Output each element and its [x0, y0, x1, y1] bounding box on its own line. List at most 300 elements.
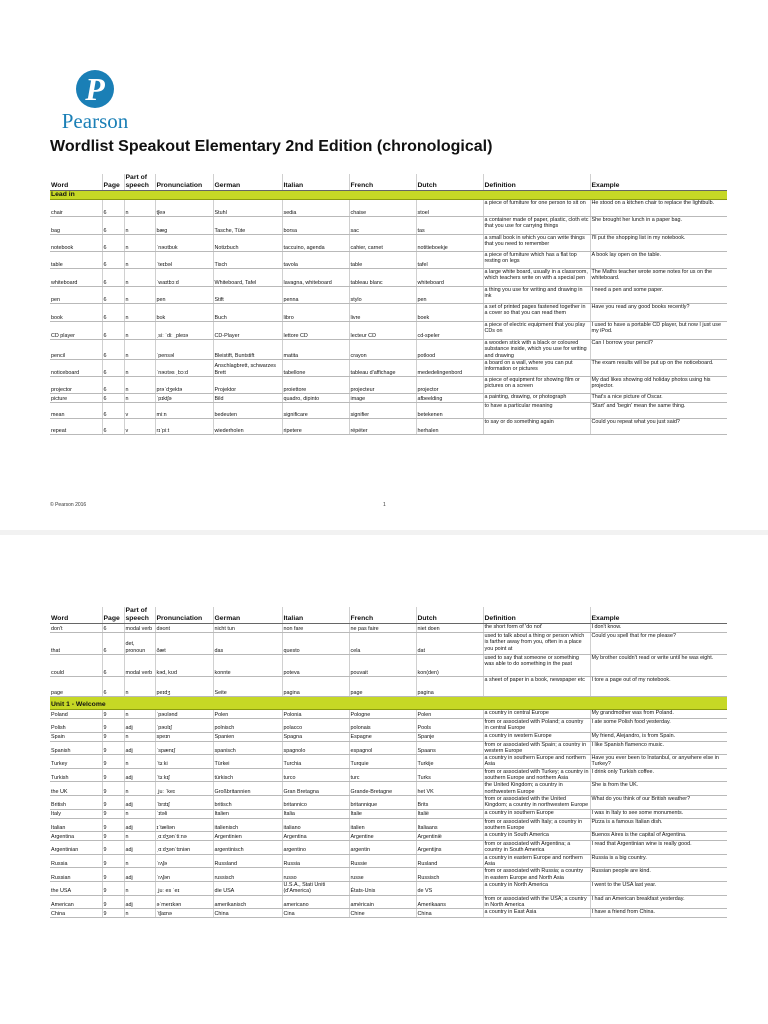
cell-definition: a container made of paper, plastic, cloth etc that you use for carrying things: [483, 217, 590, 235]
cell-part-of-speech: n: [124, 854, 155, 868]
cell-word: the UK: [50, 782, 102, 796]
cell-italian: significare: [282, 402, 349, 418]
cell-word: the USA: [50, 881, 102, 895]
cell-pronunciation: ˈpensəl: [155, 340, 213, 360]
cell-german: Italien: [213, 809, 282, 818]
footer-copyright: © Pearson 2016: [50, 502, 87, 508]
cell-page: 9: [102, 881, 124, 895]
table-row: [50, 624, 727, 633]
cell-page: 6: [102, 235, 124, 252]
cell-definition: from or associated with Argentina; a country in South America: [483, 841, 590, 855]
cell-italian: russo: [282, 868, 349, 882]
cell-example: Could you repeat what you just said?: [590, 418, 727, 434]
cell-example: I was in Italy to see some monuments.: [590, 809, 727, 818]
cell-word: whiteboard: [50, 269, 102, 287]
cell-page: 9: [102, 741, 124, 755]
cell-example: I need a pen and some paper.: [590, 287, 727, 304]
cell-word: Poland: [50, 710, 102, 719]
cell-french: Argentine: [349, 832, 416, 841]
cell-dutch: mededelingenbord: [416, 359, 483, 376]
cell-german: italienisch: [213, 818, 282, 832]
cell-pronunciation: bʊk: [155, 304, 213, 322]
cell-german: Spanien: [213, 732, 282, 741]
column-header-pronunciation: Pronunciation: [155, 174, 213, 191]
cell-word: chair: [50, 200, 102, 217]
section-title: Lead in: [50, 191, 727, 200]
cell-italian: italiano: [282, 818, 349, 832]
cell-example: My brother couldn't read or write until he was eight.: [590, 655, 727, 677]
cell-german: die USA: [213, 881, 282, 895]
section-title: Unit 1 - Welcome: [50, 697, 727, 710]
cell-word: projector: [50, 376, 102, 393]
cell-german: China: [213, 909, 282, 918]
cell-page: 9: [102, 832, 124, 841]
cell-pronunciation: ˈɪtəli: [155, 809, 213, 818]
cell-word: mean: [50, 402, 102, 418]
column-header-pronunciation: Pronunciation: [155, 607, 213, 624]
cell-dutch: projector: [416, 376, 483, 393]
table-row: [50, 809, 727, 818]
cell-part-of-speech: n: [124, 200, 155, 217]
cell-italian: ripetere: [282, 418, 349, 434]
cell-definition: the short form of 'do not': [483, 624, 590, 633]
cell-pronunciation: ˈspænɪʃ: [155, 741, 213, 755]
cell-italian: quadro, dipinto: [282, 393, 349, 402]
cell-dutch: Polen: [416, 710, 483, 719]
cell-part-of-speech: n: [124, 235, 155, 252]
cell-page: 6: [102, 418, 124, 434]
cell-pronunciation: peɪdʒ: [155, 677, 213, 697]
cell-example: She is from the UK.: [590, 782, 727, 796]
cell-french: argentin: [349, 841, 416, 855]
cell-word: could: [50, 655, 102, 677]
cell-part-of-speech: n: [124, 322, 155, 340]
cell-dutch: Rusland: [416, 854, 483, 868]
cell-example: 'Start' and 'begin' mean the same thing.: [590, 402, 727, 418]
column-header-italian: Italian: [282, 607, 349, 624]
column-header-definition: Definition: [483, 607, 590, 624]
cell-french: signifier: [349, 402, 416, 418]
cell-pronunciation: ˈpəʊlɪʃ: [155, 719, 213, 733]
cell-pronunciation: əˈmerɪkən: [155, 895, 213, 909]
cell-italian: spagnolo: [282, 741, 349, 755]
cell-part-of-speech: n: [124, 909, 155, 918]
cell-german: britisch: [213, 795, 282, 809]
cell-part-of-speech: n: [124, 217, 155, 235]
cell-word: notebook: [50, 235, 102, 252]
cell-word: that: [50, 633, 102, 655]
cell-definition: a wooden stick with a black or coloured substance inside, which you use for writing and drawing: [483, 340, 590, 360]
cell-part-of-speech: n: [124, 269, 155, 287]
cell-part-of-speech: n: [124, 755, 155, 769]
cell-dutch: Argentijns: [416, 841, 483, 855]
cell-page: 6: [102, 287, 124, 304]
cell-definition: from or associated with Russia; a country in eastern Europe and North Asia: [483, 868, 590, 882]
cell-french: ne pas faire: [349, 624, 416, 633]
cell-french: pouvait: [349, 655, 416, 677]
cell-italian: libro: [282, 304, 349, 322]
cell-word: bag: [50, 217, 102, 235]
cell-pronunciation: speɪn: [155, 732, 213, 741]
cell-french: Pologne: [349, 710, 416, 719]
cell-french: répéter: [349, 418, 416, 434]
cell-definition: a country in central Europe: [483, 710, 590, 719]
cell-french: cela: [349, 633, 416, 655]
cell-dutch: Argentinië: [416, 832, 483, 841]
cell-german: Bleistift, Buntstift: [213, 340, 282, 360]
cell-definition: a piece of equipment for showing film or pictures on a screen: [483, 376, 590, 393]
table-row: [50, 768, 727, 782]
table-row: [50, 235, 727, 252]
cell-word: Argentina: [50, 832, 102, 841]
cell-part-of-speech: n: [124, 782, 155, 796]
cell-dutch: stoel: [416, 200, 483, 217]
cell-word: Russia: [50, 854, 102, 868]
cell-part-of-speech: n: [124, 710, 155, 719]
cell-page: 9: [102, 710, 124, 719]
cell-dutch: tafel: [416, 252, 483, 269]
cell-page: 9: [102, 895, 124, 909]
cell-german: Projektor: [213, 376, 282, 393]
cell-word: Spain: [50, 732, 102, 741]
column-header-italian: Italian: [282, 174, 349, 191]
cell-italian: taccuino, agenda: [282, 235, 349, 252]
cell-word: Turkey: [50, 755, 102, 769]
column-header-example: Example: [590, 607, 727, 624]
cell-part-of-speech: n: [124, 252, 155, 269]
table-row: [50, 677, 727, 697]
cell-word: China: [50, 909, 102, 918]
column-header-dutch: Dutch: [416, 607, 483, 624]
cell-example: I don't know.: [590, 624, 727, 633]
cell-pronunciation: rɪˈpiːt: [155, 418, 213, 434]
cell-part-of-speech: n: [124, 881, 155, 895]
cell-german: Argentinien: [213, 832, 282, 841]
cell-page: 6: [102, 322, 124, 340]
cell-part-of-speech: adj: [124, 768, 155, 782]
cell-definition: a set of printed pages fastened together in a cover so that you can read them: [483, 304, 590, 322]
column-header-german: German: [213, 174, 282, 191]
cell-word: American: [50, 895, 102, 909]
cell-dutch: pen: [416, 287, 483, 304]
column-header-dutch: Dutch: [416, 174, 483, 191]
cell-part-of-speech: adj: [124, 741, 155, 755]
column-header-page: Page: [102, 174, 124, 191]
table-row: [50, 418, 727, 434]
cell-example: The Maths teacher wrote some notes for us on the whiteboard.: [590, 269, 727, 287]
cell-part-of-speech: v: [124, 402, 155, 418]
cell-part-of-speech: n: [124, 376, 155, 393]
cell-definition: a thing you use for writing and drawing in ink: [483, 287, 590, 304]
table-row: [50, 359, 727, 376]
cell-page: 9: [102, 909, 124, 918]
table-row: [50, 322, 727, 340]
cell-page: 9: [102, 818, 124, 832]
cell-pronunciation: ˈbrɪtɪʃ: [155, 795, 213, 809]
cell-german: Notizbuch: [213, 235, 282, 252]
table-row: [50, 340, 727, 360]
cell-definition: a piece of furniture for one person to sit on: [483, 200, 590, 217]
cell-dutch: cd-speler: [416, 322, 483, 340]
cell-dutch: Amerikaans: [416, 895, 483, 909]
table-row: [50, 633, 727, 655]
cell-dutch: tas: [416, 217, 483, 235]
cell-example: Have you ever been to Instanbul, or anywhere else in Turkey?: [590, 755, 727, 769]
cell-pronunciation: kəd, kʊd: [155, 655, 213, 677]
cell-part-of-speech: v: [124, 418, 155, 434]
cell-page: 6: [102, 304, 124, 322]
cell-german: Türkei: [213, 755, 282, 769]
cell-italian: argentino: [282, 841, 349, 855]
cell-definition: a country in western Europe: [483, 732, 590, 741]
cell-example: Can I borrow your pencil?: [590, 340, 727, 360]
cell-german: Bild: [213, 393, 282, 402]
cell-word: Spanish: [50, 741, 102, 755]
cell-dutch: dat: [416, 633, 483, 655]
table-row: [50, 909, 727, 918]
cell-dutch: Spaans: [416, 741, 483, 755]
cell-italian: tavola: [282, 252, 349, 269]
cell-italian: Argentina: [282, 832, 349, 841]
cell-pronunciation: ˈpəʊlənd: [155, 710, 213, 719]
cell-german: nicht tun: [213, 624, 282, 633]
cell-definition: a country in South America: [483, 832, 590, 841]
cell-pronunciation: ˈrʌʃə: [155, 854, 213, 868]
table-row: [50, 200, 727, 217]
cell-example: He stood on a kitchen chair to replace the lightbulb.: [590, 200, 727, 217]
cell-part-of-speech: adj: [124, 841, 155, 855]
cell-page: 9: [102, 782, 124, 796]
cell-dutch: kon(den): [416, 655, 483, 677]
cell-page: 9: [102, 809, 124, 818]
cell-pronunciation: ˈrʌʃən: [155, 868, 213, 882]
cell-definition: from or associated with Italy; a country in southern Europe: [483, 818, 590, 832]
cell-french: projecteur: [349, 376, 416, 393]
cell-pronunciation: ˈnəʊtəs ˌbɔːd: [155, 359, 213, 376]
cell-part-of-speech: n: [124, 304, 155, 322]
cell-pronunciation: ˈpɪktʃə: [155, 393, 213, 402]
cell-definition: a small book in which you can write things that you need to remember: [483, 235, 590, 252]
cell-pronunciation: miːn: [155, 402, 213, 418]
cell-italian: americano: [282, 895, 349, 909]
cell-example: Russian people are kind.: [590, 868, 727, 882]
cell-italian: penna: [282, 287, 349, 304]
cell-page: 9: [102, 768, 124, 782]
section-row: [50, 697, 727, 710]
table-row: [50, 393, 727, 402]
cell-example: I like Spanish flamenco music.: [590, 741, 727, 755]
cell-french: chaise: [349, 200, 416, 217]
column-header-french: French: [349, 607, 416, 624]
cell-pronunciation: ˈtɜːki: [155, 755, 213, 769]
cell-page: 9: [102, 755, 124, 769]
cell-italian: Polonia: [282, 710, 349, 719]
cell-french: polonais: [349, 719, 416, 733]
cell-dutch: China: [416, 909, 483, 918]
cell-word: CD player: [50, 322, 102, 340]
cell-dutch: Brits: [416, 795, 483, 809]
cell-definition: a country in East Asia: [483, 909, 590, 918]
cell-french: tableau d'affichage: [349, 359, 416, 376]
cell-german: Whiteboard, Tafel: [213, 269, 282, 287]
cell-example: My friend, Alejandro, is from Spain.: [590, 732, 727, 741]
cell-example: I went to the USA last year.: [590, 881, 727, 895]
cell-dutch: pagina: [416, 677, 483, 697]
cell-german: Stift: [213, 287, 282, 304]
cell-definition: a country in southern Europe: [483, 809, 590, 818]
cell-page: 6: [102, 393, 124, 402]
table-row: [50, 732, 727, 741]
cell-dutch: notitieboekje: [416, 235, 483, 252]
cell-definition: a country in North America: [483, 881, 590, 895]
cell-italian: polacco: [282, 719, 349, 733]
cell-example: I'll put the shopping list in my notebook.: [590, 235, 727, 252]
column-header-part-of-speech: Part of speech: [124, 174, 155, 191]
cell-dutch: Russisch: [416, 868, 483, 882]
cell-dutch: Italiaans: [416, 818, 483, 832]
cell-german: konnte: [213, 655, 282, 677]
cell-dutch: Italië: [416, 809, 483, 818]
cell-pronunciation: ˌjuː es ˈeɪ: [155, 881, 213, 895]
table-row: [50, 818, 727, 832]
cell-italian: poteva: [282, 655, 349, 677]
cell-dutch: potlood: [416, 340, 483, 360]
cell-pronunciation: ˌjuː ˈkeɪ: [155, 782, 213, 796]
cell-pronunciation: tʃeə: [155, 200, 213, 217]
cell-word: pencil: [50, 340, 102, 360]
cell-part-of-speech: adj: [124, 818, 155, 832]
cell-definition: from or associated with the United Kingdom; a country in northwestern Europe: [484, 795, 589, 809]
cell-italian: borsa: [282, 217, 349, 235]
cell-part-of-speech: n: [124, 287, 155, 304]
table-row: [50, 252, 727, 269]
document-title: Wordlist Speakout Elementary 2nd Edition (chronological): [50, 138, 493, 155]
cell-example: I read that Argentinian wine is really good.: [590, 841, 727, 855]
cell-pronunciation: ɪˈtæliən: [155, 818, 213, 832]
cell-dutch: Pools: [416, 719, 483, 733]
cell-dutch: het VK: [416, 782, 483, 796]
wordlist-table-page-1: [50, 174, 727, 435]
cell-page: 9: [102, 795, 124, 809]
cell-part-of-speech: n: [124, 340, 155, 360]
cell-italian: Gran Bretagna: [282, 782, 349, 796]
cell-italian: U.S.A., Stati Uniti (d'America): [282, 881, 349, 895]
cell-italian: matita: [282, 340, 349, 360]
cell-german: spanisch: [213, 741, 282, 755]
pearson-logo: [50, 70, 140, 134]
cell-italian: non fare: [282, 624, 349, 633]
cell-italian: Russia: [282, 854, 349, 868]
cell-page: 6: [102, 633, 124, 655]
cell-german: polnisch: [213, 719, 282, 733]
cell-part-of-speech: n: [124, 359, 155, 376]
cell-french: États-Unis: [349, 881, 416, 895]
cell-definition: from or associated with Spain; a country in western Europe: [483, 741, 590, 755]
cell-french: Espagne: [349, 732, 416, 741]
cell-french: tableau blanc: [349, 269, 416, 287]
table-row: [50, 832, 727, 841]
cell-italian: lettore CD: [282, 322, 349, 340]
cell-pronunciation: ˈteɪbəl: [155, 252, 213, 269]
cell-french: table: [349, 252, 416, 269]
cell-french: stylo: [349, 287, 416, 304]
table-row: [50, 269, 727, 287]
cell-page: 6: [102, 624, 124, 633]
cell-part-of-speech: det, pronoun: [124, 633, 155, 655]
cell-page: 9: [102, 719, 124, 733]
cell-dutch: betekenen: [416, 402, 483, 418]
cell-example: I tore a page out of my notebook.: [590, 677, 727, 697]
cell-example: Have you read any good books recently?: [590, 304, 727, 322]
cell-italian: Cina: [282, 909, 349, 918]
cell-word: pen: [50, 287, 102, 304]
cell-example: Russia is a big country.: [590, 854, 727, 868]
cell-pronunciation: ðæt: [155, 633, 213, 655]
cell-example: I ate some Polish food yesterday.: [590, 719, 727, 733]
cell-italian: britannico: [282, 795, 349, 809]
table-row: [50, 868, 727, 882]
cell-dutch: Turks: [416, 768, 483, 782]
cell-part-of-speech: adj: [124, 795, 155, 809]
column-header-word: Word: [50, 607, 102, 624]
cell-dutch: boek: [416, 304, 483, 322]
cell-page: 9: [102, 868, 124, 882]
table-row: [50, 741, 727, 755]
cell-definition: to have a particular meaning: [483, 402, 590, 418]
cell-part-of-speech: n: [124, 393, 155, 402]
cell-italian: sedia: [282, 200, 349, 217]
cell-example: The exam results will be put up on the noticeboard.: [590, 359, 727, 376]
cell-french: turc: [349, 768, 416, 782]
cell-definition: from or associated with Turkey; a country in southern Europe and northern Asia: [484, 768, 589, 782]
table-row: [50, 376, 727, 393]
cell-definition: a country in southern Europe and northern Asia: [483, 755, 590, 769]
cell-example: Pizza is a famous Italian dish.: [590, 818, 727, 832]
cell-word: British: [50, 795, 102, 809]
cell-example: That's a nice picture of Oscar.: [590, 393, 727, 402]
cell-example: I have a friend from China.: [590, 909, 727, 918]
cell-pronunciation: ˈtɜːkɪʃ: [155, 768, 213, 782]
cell-french: cahier, carnet: [349, 235, 416, 252]
cell-definition: used to say that someone or something was able to do something in the past: [483, 655, 590, 677]
cell-german: Großbritannien: [213, 782, 282, 796]
cell-word: Polish: [50, 719, 102, 733]
cell-pronunciation: pen: [155, 287, 213, 304]
table-row: [50, 402, 727, 418]
cell-part-of-speech: n: [124, 809, 155, 818]
cell-pronunciation: ˈtʃaɪnə: [155, 909, 213, 918]
cell-part-of-speech: n: [124, 677, 155, 697]
cell-definition: from or associated with the USA; a country in North America: [483, 895, 590, 909]
cell-pronunciation: ˌsiː ˈdiː ˌpleɪə: [155, 322, 213, 340]
cell-german: bedeuten: [213, 402, 282, 418]
cell-word: Turkish: [50, 768, 102, 782]
cell-french: britannique: [349, 795, 416, 809]
cell-pronunciation: dəʊnt: [155, 624, 213, 633]
cell-italian: Italia: [282, 809, 349, 818]
cell-page: 6: [102, 677, 124, 697]
cell-french: espagnol: [349, 741, 416, 755]
section-row: [50, 191, 727, 200]
cell-italian: lavagna, whiteboard: [282, 269, 349, 287]
cell-page: 6: [102, 217, 124, 235]
column-header-word: Word: [50, 174, 102, 191]
cell-german: CD-Player: [213, 322, 282, 340]
cell-example: She brought her lunch in a paper bag.: [590, 217, 727, 235]
cell-page: 6: [102, 252, 124, 269]
cell-german: Polen: [213, 710, 282, 719]
cell-french: page: [349, 677, 416, 697]
